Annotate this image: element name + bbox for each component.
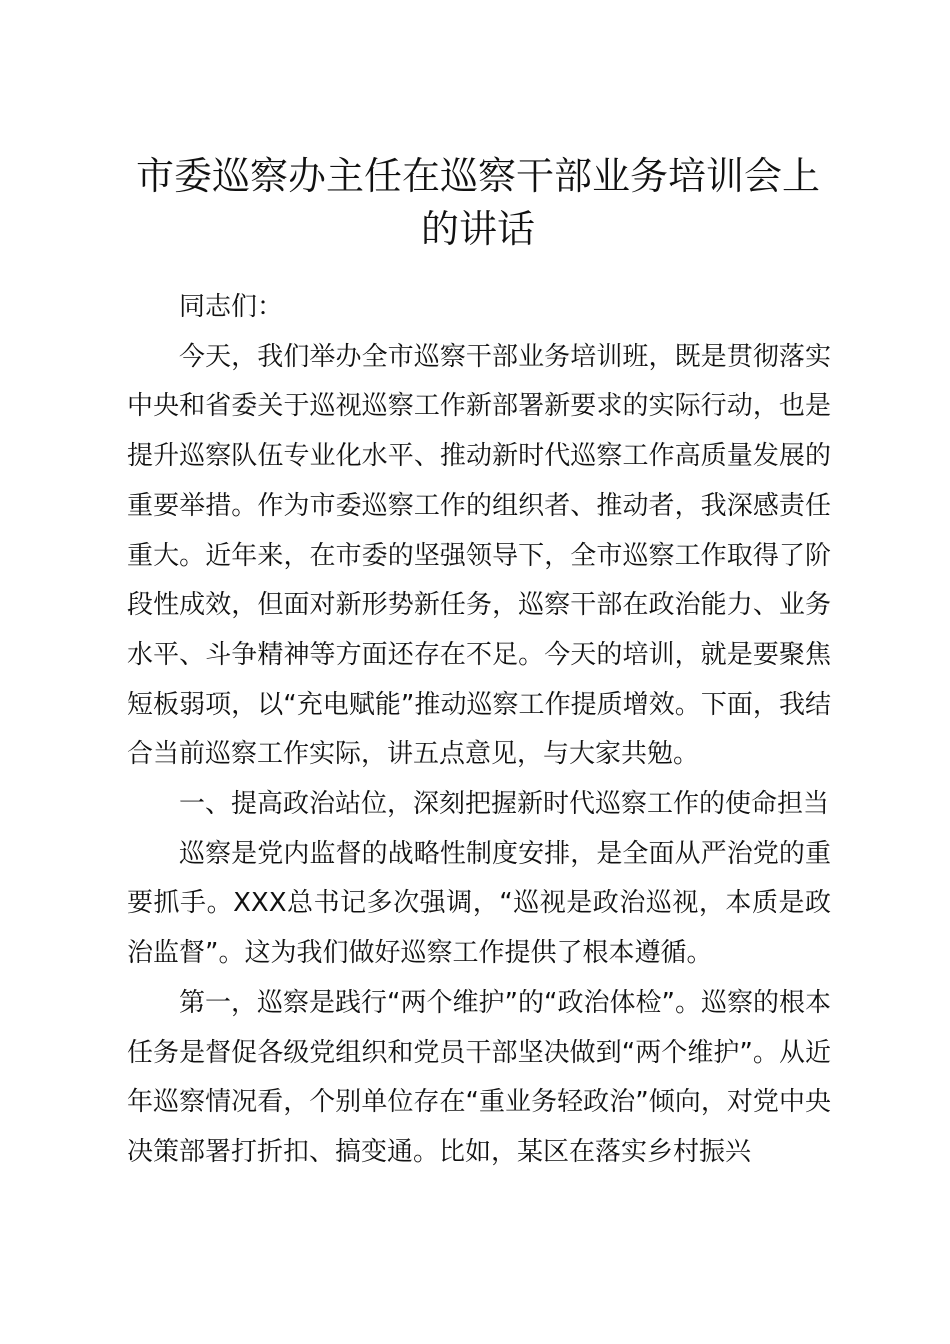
intro-paragraph: 今天，我们举办全市巡察干部业务培训班，既是贯彻落实中央和省委关于巡视巡察工作新部署新要求的实际行动，也是提升巡察队伍专业化水平、推动新时代巡察工作高质量发展的重要举措。作为市委巡察工作的组织者、推动者，我深感责任重大。近年来，在市委的坚强领导下，全市巡察工作取得了阶段性成效，但面对新形势新任务，巡察干部在政治能力、业务水平、斗争精神等方面还存在不足。今天的培训，就是要聚焦短板弱项，以“充电赋能”推动巡察工作提质增效。下面，我结合当前巡察工作实际，讲五点意见，与大家共勉。 xyxy=(127,341,831,770)
body-paragraph: 第一，巡察是践行“两个维护”的“政治体检”。巡察的根本任务是督促各级党组织和党员干部坚决做到“两个维护”。从近年巡察情况看，个别单位存在“重业务轻政治”倾向，对党中央决策部署打折扣、搞变通。比如，某区在落实乡村振兴 xyxy=(127,987,831,1167)
document-body xyxy=(127,283,831,1178)
document-title: 市委巡察办主任在巡察干部业务培训会上的讲话 xyxy=(135,154,820,251)
section-heading-1: 一、提高政治站位，深刻把握新时代巡察工作的使命担当 xyxy=(179,789,830,820)
body-paragraph: 巡察是党内监督的战略性制度安排，是全面从严治党的重要抓手。XXX总书记多次强调，“巡视是政治巡视，本质是政治监督”。这为我们做好巡察工作提供了根本遵循。 xyxy=(127,838,831,969)
salutation-paragraph: 同志们： xyxy=(179,292,284,322)
